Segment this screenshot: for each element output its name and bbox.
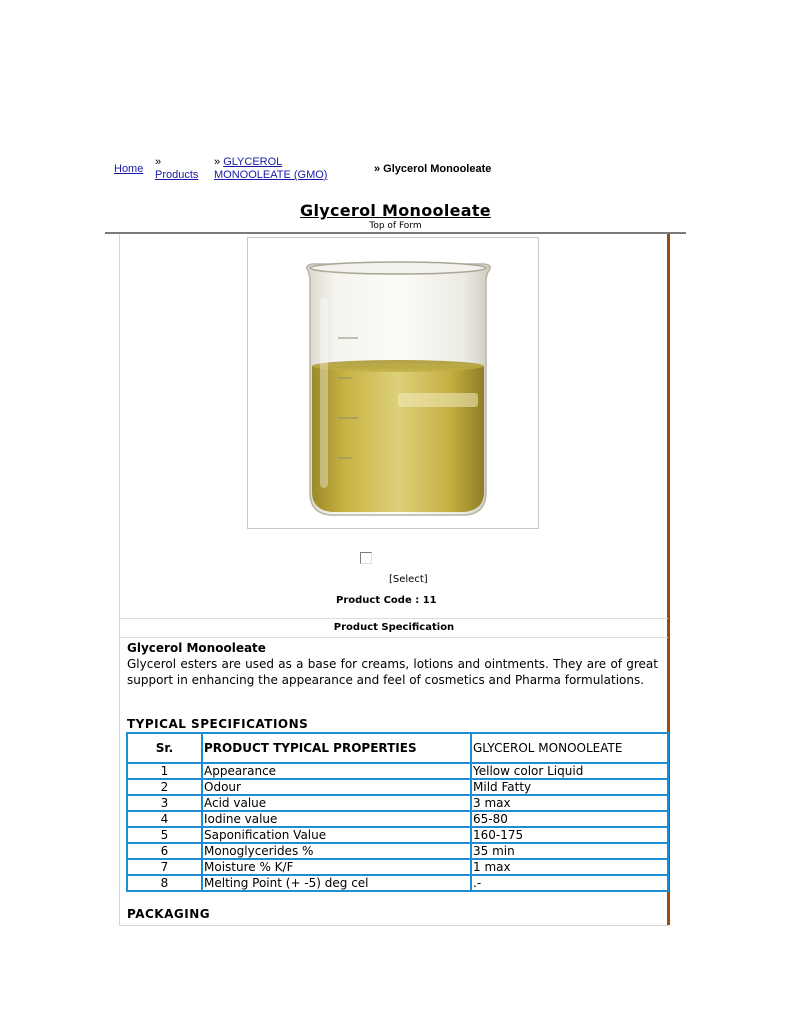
table-cell: Odour xyxy=(202,779,471,795)
breadcrumb-separator: » xyxy=(214,156,224,168)
table-cell: Appearance xyxy=(202,763,471,779)
table-cell: Yellow color Liquid xyxy=(471,763,668,779)
table-header-cell: PRODUCT TYPICAL PROPERTIES xyxy=(202,733,471,763)
product-image[interactable] xyxy=(247,237,539,529)
description-title: Glycerol Monooleate xyxy=(127,641,266,655)
breadcrumb-current: » Glycerol Monooleate xyxy=(374,163,492,175)
description-text: Glycerol esters are used as a base for creams, lotions and ointments. They are of great support in enhancing the appearance and feel of cosmetics and Pharma formulations. xyxy=(127,657,658,687)
table-cell: 3 xyxy=(127,795,202,811)
select-checkbox[interactable] xyxy=(360,552,372,564)
table-cell: Acid value xyxy=(202,795,471,811)
breadcrumb-products-link[interactable]: Products xyxy=(155,169,199,181)
table-header-cell: Sr. xyxy=(127,733,202,763)
table-cell: 6 xyxy=(127,843,202,859)
product-specification-heading: Product Specification xyxy=(333,622,455,633)
table-row xyxy=(127,827,668,843)
table-cell: 1 xyxy=(127,763,202,779)
select-label[interactable]: [Select] xyxy=(389,574,428,585)
table-header-row xyxy=(127,733,668,763)
section-divider xyxy=(120,618,668,619)
breadcrumb-category xyxy=(214,156,354,182)
table-row xyxy=(127,859,668,875)
table-header-cell: GLYCEROL MONOOLEATE xyxy=(471,733,668,763)
table-cell: .- xyxy=(471,875,668,891)
section-divider xyxy=(120,637,668,638)
table-cell: 8 xyxy=(127,875,202,891)
table-cell: 2 xyxy=(127,779,202,795)
table-cell: 4 xyxy=(127,811,202,827)
top-of-form-label: Top of Form xyxy=(369,221,422,231)
table-cell: 35 min xyxy=(471,843,668,859)
table-cell: Mild Fatty xyxy=(471,779,668,795)
table-cell: Saponification Value xyxy=(202,827,471,843)
breadcrumb-separator: » xyxy=(155,156,162,168)
table-row xyxy=(127,875,668,891)
table-cell: 7 xyxy=(127,859,202,875)
table-cell: Iodine value xyxy=(202,811,471,827)
table-row xyxy=(127,763,668,779)
product-code-value: 11 xyxy=(422,595,437,606)
packaging-heading: PACKAGING xyxy=(127,907,211,921)
table-row xyxy=(127,811,668,827)
breadcrumb-home-link[interactable]: Home xyxy=(114,163,144,175)
table-cell: Melting Point (+ -5) deg cel xyxy=(202,875,471,891)
table-cell: 3 max xyxy=(471,795,668,811)
table-cell: Monoglycerides % xyxy=(202,843,471,859)
table-cell: 65-80 xyxy=(471,811,668,827)
breadcrumb-products xyxy=(155,156,205,182)
table-cell: 160-175 xyxy=(471,827,668,843)
table-row xyxy=(127,779,668,795)
beaker-image xyxy=(248,238,538,528)
typical-specifications-heading: TYPICAL SPECIFICATIONS xyxy=(127,717,309,731)
specifications-table xyxy=(126,732,669,892)
table-row xyxy=(127,795,668,811)
product-code xyxy=(336,595,437,606)
table-cell: 1 max xyxy=(471,859,668,875)
table-row xyxy=(127,843,668,859)
page-title: Glycerol Monooleate xyxy=(300,201,491,220)
breadcrumb-category-link[interactable]: GLYCEROL MONOOLEATE (GMO) xyxy=(214,156,328,181)
table-cell: Moisture % K/F xyxy=(202,859,471,875)
table-cell: 5 xyxy=(127,827,202,843)
product-code-label: Product Code : xyxy=(336,595,423,606)
